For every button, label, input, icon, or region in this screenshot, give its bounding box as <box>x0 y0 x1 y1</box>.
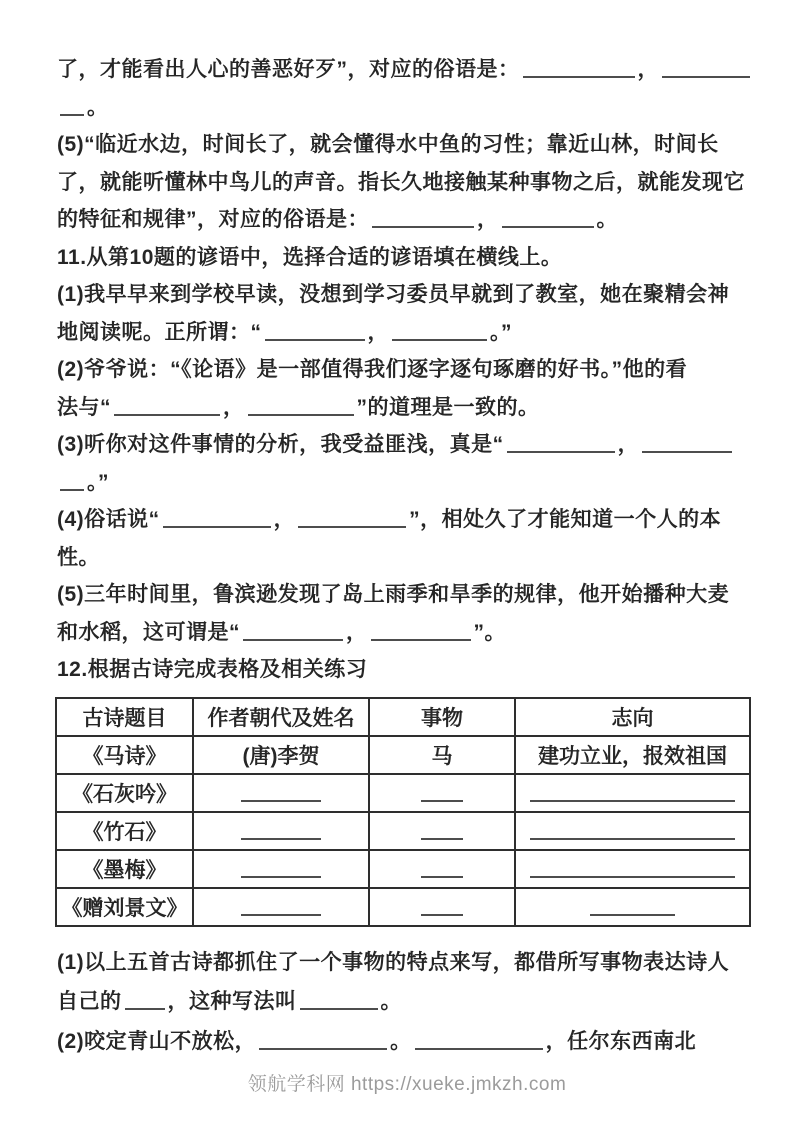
text-segment: 。 <box>390 1029 412 1053</box>
text-segment: ， <box>223 395 245 419</box>
text-segment: 和水稻，这可谓是“ <box>57 620 240 644</box>
table-cell <box>193 888 369 926</box>
table-row <box>56 736 750 774</box>
table-cell-text: 《石灰吟》 <box>72 782 177 806</box>
answer-blank <box>372 208 474 228</box>
answer-blank <box>415 1030 543 1050</box>
questions-lower-block <box>57 943 757 1062</box>
text-segment: (5)三年时间里，鲁滨逊发现了岛上雨季和旱季的规律，他开始播种大麦 <box>57 583 730 606</box>
text-segment: (5)“临近水边，时间长了，就会懂得水中鱼的习性；靠近山林，时间长 <box>57 133 719 156</box>
table-cell-text: 建功立业，报效祖国 <box>538 744 727 768</box>
answer-blank <box>507 433 615 453</box>
table-cell <box>515 774 750 812</box>
text-line <box>57 51 757 89</box>
table-header-cell: 志向 <box>515 698 750 736</box>
table-cell <box>56 774 193 812</box>
table-header-cell: 作者朝代及姓名 <box>193 698 369 736</box>
text-segment: 法与“ <box>57 395 111 419</box>
text-segment: 。 <box>596 208 618 231</box>
text-line <box>57 351 757 389</box>
text-line <box>57 276 757 314</box>
table-cell <box>369 736 515 774</box>
answer-blank <box>243 621 343 641</box>
text-segment: (2)爷爷说：“《论语》是一部值得我们逐字逐句琢磨的好书。”他的看 <box>57 358 688 381</box>
text-line <box>57 539 757 577</box>
watermark-text: 领航学科网 https://xueke.jmkzh.com <box>247 1074 567 1095</box>
text-segment: ， <box>367 320 389 344</box>
text-segment: 11.从第10题的谚语中，选择合适的谚语填在横线上。 <box>57 245 563 269</box>
text-line <box>57 576 757 614</box>
answer-blank <box>125 990 165 1010</box>
answer-blank <box>60 471 84 491</box>
answer-blank <box>241 896 321 916</box>
text-segment: 12.根据古诗完成表格及相关练习 <box>57 658 368 681</box>
table-cell <box>193 812 369 850</box>
table-header-row <box>56 698 750 736</box>
answer-blank <box>530 782 735 802</box>
table-row <box>56 774 750 812</box>
text-segment: 。” <box>490 320 512 344</box>
answer-blank <box>265 321 365 341</box>
answer-blank <box>163 508 271 528</box>
answer-blank <box>642 433 732 453</box>
text-segment: 。 <box>87 95 109 119</box>
answer-blank <box>421 782 463 802</box>
table-cell-text: 马 <box>431 744 453 768</box>
text-segment: ”。 <box>473 620 506 644</box>
table-cell <box>515 888 750 926</box>
table-cell-text: 《墨梅》 <box>82 858 167 882</box>
text-segment: ，任尔东西南北 <box>545 1029 697 1053</box>
answer-blank <box>530 858 735 878</box>
text-segment: (4)俗话说“ <box>57 508 160 531</box>
text-line <box>57 389 757 427</box>
answer-blank <box>392 321 487 341</box>
table-cell <box>515 850 750 888</box>
answer-blank <box>421 896 463 916</box>
table-cell <box>56 850 193 888</box>
answer-blank <box>241 820 321 840</box>
text-segment: 性。 <box>57 545 100 569</box>
text-line <box>57 501 757 539</box>
table-cell <box>369 888 515 926</box>
answer-blank <box>421 858 463 878</box>
text-line <box>57 651 757 689</box>
poem-table <box>55 697 751 927</box>
table-cell <box>369 850 515 888</box>
answer-blank <box>502 208 594 228</box>
text-segment: ， <box>637 58 659 81</box>
table-header-cell: 古诗题目 <box>56 698 193 736</box>
text-segment: ”的道理是一致的。 <box>356 395 540 419</box>
answer-blank <box>530 820 735 840</box>
text-line <box>57 943 757 983</box>
text-line <box>57 201 757 239</box>
text-segment: 了，才能看出人心的善恶好歹”，对应的俗语是： <box>57 58 520 81</box>
text-segment: 了，就能听懂林中鸟儿的声音。指长久地接触某种事物之后，就能发现它 <box>57 170 745 194</box>
table-cell <box>56 736 193 774</box>
answer-blank <box>371 621 471 641</box>
table-cell <box>515 736 750 774</box>
text-line <box>57 1022 757 1062</box>
text-line <box>57 464 757 502</box>
answer-blank <box>241 858 321 878</box>
text-segment: ”，相处久了才能知道一个人的本 <box>409 508 722 531</box>
table-cell <box>56 888 193 926</box>
text-segment: 地阅读呢。正所谓：“ <box>57 320 262 344</box>
answer-blank <box>248 396 354 416</box>
watermark-footer <box>57 1069 757 1096</box>
table-cell-text: 《马诗》 <box>82 744 167 768</box>
text-segment: 的特征和规律”，对应的俗语是： <box>57 208 369 231</box>
text-segment: 。 <box>380 990 402 1013</box>
table-row <box>56 850 750 888</box>
table-cell <box>515 812 750 850</box>
answer-blank <box>241 782 321 802</box>
table-header-cell: 事物 <box>369 698 515 736</box>
answer-blank <box>300 990 378 1010</box>
answer-blank <box>523 58 635 78</box>
text-segment: (3)听你对这件事情的分析，我受益匪浅，真是“ <box>57 433 504 456</box>
text-segment: ， <box>617 433 640 456</box>
answer-blank <box>662 58 750 78</box>
answer-blank <box>60 96 84 116</box>
table-cell <box>193 774 369 812</box>
table-cell-text: 《竹石》 <box>82 820 167 844</box>
text-line <box>57 126 757 164</box>
text-line <box>57 239 757 277</box>
text-segment: ，这种写法叫 <box>167 990 297 1013</box>
table-row <box>56 812 750 850</box>
text-line <box>57 314 757 352</box>
table-cell <box>369 774 515 812</box>
questions-upper-block <box>57 51 757 689</box>
answer-blank <box>421 820 463 840</box>
text-line <box>57 164 757 202</box>
text-segment: ， <box>477 208 499 231</box>
table-cell <box>56 812 193 850</box>
text-line <box>57 982 757 1022</box>
answer-blank <box>114 396 220 416</box>
text-segment: ， <box>273 508 296 531</box>
answer-blank <box>259 1030 387 1050</box>
text-line <box>57 426 757 464</box>
table-cell <box>369 812 515 850</box>
text-segment: (1)我早早来到学校早读，没想到学习委员早就到了教室，她在聚精会神 <box>57 283 730 306</box>
table-cell-text: (唐)李贺 <box>242 744 320 768</box>
answer-blank <box>298 508 406 528</box>
text-segment: 自己的 <box>57 990 122 1013</box>
text-segment: (2)咬定青山不放松， <box>57 1029 257 1053</box>
text-segment: 。” <box>87 470 109 494</box>
table-row <box>56 888 750 926</box>
text-segment: ， <box>346 620 368 644</box>
text-segment: (1)以上五首古诗都抓住了一个事物的特点来写，都借所写事物表达诗人 <box>57 950 730 974</box>
table-cell <box>193 850 369 888</box>
table-cell <box>193 736 369 774</box>
text-line <box>57 614 757 652</box>
text-line <box>57 89 757 127</box>
answer-blank <box>590 896 675 916</box>
table-cell-text: 《赠刘景文》 <box>61 896 188 920</box>
